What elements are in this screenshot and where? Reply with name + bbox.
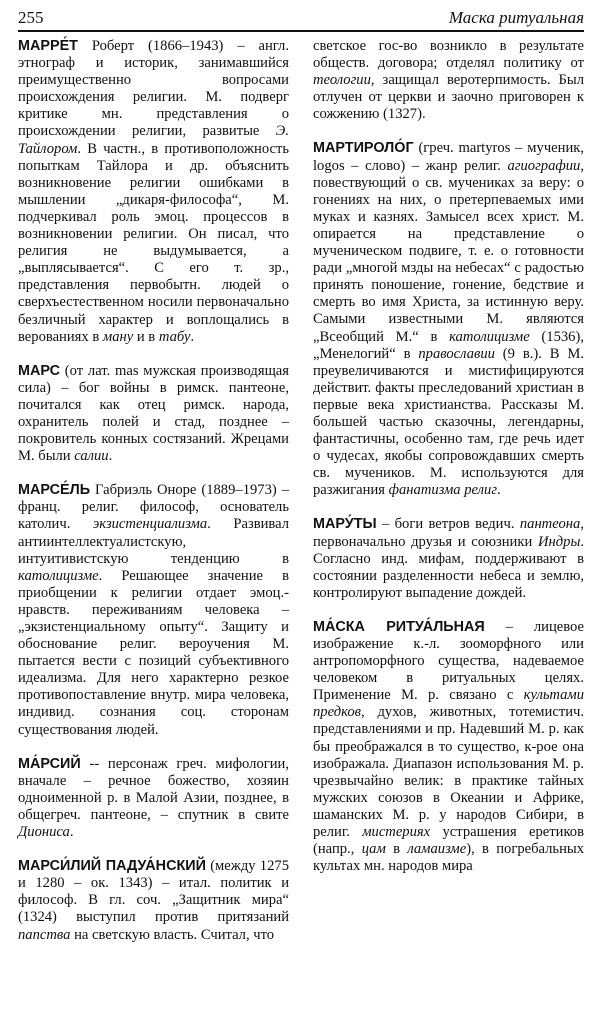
- entry-headword: МА́СКА РИТУА́ЛЬНАЯ: [313, 618, 485, 635]
- entry-text: устрашения еретиков (напр.,: [313, 824, 584, 858]
- entry-text: , защищал веротерпимость. Был отлучен от церкви и заочно приговорен к сожжению (1327).: [313, 72, 584, 123]
- cross-reference: православии: [418, 345, 495, 362]
- entry-headword: МАРСЕ́ЛЬ: [18, 482, 91, 499]
- entry-text: -- персонаж греч. мифологии, вначале – речное божество, хозяин одноименной р. в Малой Азии, позднее, в общегреч. пантеоне, – спутник в свите: [18, 755, 289, 823]
- entry-text: . В частн., в противоположность попыткам Тайлора и др. объяснить возникновение религии ошибками в мышлении „дикаря-философа“, М. подчеркивал роль эмоц. процессов в возникновении религии. Он писал, что религия не выдумывается, а „выплясывается“. С его т. зр., представления первобытн. людей о сверхъестественном носили первоначально безличный характер и воплощались в верованиях в: [18, 140, 289, 345]
- dictionary-entry: [313, 516, 584, 601]
- entry-text: . Согласно инд. мифам, поддерживают в состоянии разделенности небеса и землю, контролируют выпадение дождей.: [313, 533, 584, 601]
- entry-text: .: [190, 328, 195, 345]
- cross-reference: цам: [361, 841, 386, 858]
- entry-text: и в: [133, 328, 159, 345]
- entry-headword: МА́РСИЙ: [18, 755, 81, 772]
- entry-headword: МАРСИ́ЛИЙ ПАДУА́НСКИЙ: [18, 858, 206, 875]
- cross-reference: Индры: [538, 533, 581, 550]
- entry-text: светское гос-во возникло в результате обществ. договора; отделял политику от: [313, 38, 584, 72]
- dictionary-entry: [18, 363, 289, 466]
- cross-reference: папства: [18, 926, 71, 943]
- dictionary-entry: [313, 619, 584, 875]
- entry-text: . Развивал антиинтеллектуалистскую, интуитивистскую тенденцию в: [18, 516, 289, 567]
- entry-headword: МАРУ́ТЫ: [313, 516, 377, 533]
- dictionary-entry: [18, 858, 289, 943]
- running-head: Маска ритуальная: [448, 8, 584, 27]
- cross-reference: католицизме: [18, 567, 99, 584]
- entry-text: , духов, животных, тотемистич. представлениями и пр. Надевший М. р. как бы преображался в то существо, к-рое она изображала. Диапазон использования М. р. чрезвычайно велик: в практике тайных мужских союзов в Океании и Африке, шаманских М. р. у народов Сибири, в религ.: [313, 704, 584, 841]
- page-number: 255: [18, 8, 44, 27]
- cross-reference: ламаизме: [407, 841, 467, 858]
- entry-text: – лицевое изображение к.-л. зооморфного или антропоморфного существа, надеваемое человеком в ритуальных целях. Применение М. р. связано с: [313, 618, 584, 704]
- cross-reference: Э. Тайлором: [18, 123, 289, 157]
- entry-text: , повествующий о св. мучениках за веру: о гонениях на них, о претерпеваемых ими муках и казнях. Замысел всех христ. М. опирается на представление о мученическом подвиге, т. е. о готовности ради „многой мзды на небесах“ с радостью принять поношение, гонение, бедствие и смерть во имя Христа, за истинную веру. Самыми известными М. являются „Всеобщий М.“ в: [313, 157, 584, 345]
- entry-text: Роберт (1866–1943) – англ. этнограф и историк, занимавшийся преимущественно вопросами происхождения религии. М. подверг критике мн. представления о происхождении религии, развитые: [18, 38, 289, 140]
- dictionary-entry: [18, 756, 289, 841]
- entry-text: (греч. martyros – мученик, logos – слово) – жанр религ.: [313, 140, 584, 174]
- cross-reference: теологии: [313, 72, 371, 89]
- cross-reference: пантеона: [519, 516, 581, 533]
- entry-text: в: [385, 841, 408, 858]
- entry-headword: МАРРЕ́Т: [18, 38, 78, 54]
- header-rule: [18, 30, 584, 32]
- entry-text: – боги ветров ведич.: [376, 516, 520, 533]
- right-column: [313, 38, 584, 892]
- left-column: [18, 38, 289, 961]
- cross-reference: экзистенциализма: [92, 516, 208, 533]
- entry-text: на светскую власть. Считал, что: [70, 926, 275, 943]
- cross-reference: католицизме: [449, 328, 530, 345]
- cross-reference: Диониса: [18, 824, 70, 841]
- entry-text: (9 в.). В М. преувеличиваются и мистифицируются действит. факты преследований христиан в первые века христианства. Рассказы М. большей частью сказочны, легендарны, фантастичны, особенно там, где речь идет о чудесах, якобы сопровождавших смерть св. мучеников. М. используются для разжигания: [313, 345, 584, 499]
- entry-text: . Решающее значение в приобщении к религии отдает эмоц.-нравств. переживаниям человека – „экзистенциальному опыту“. Защиту и обоснование религ. вероучения М. пытается вести с позиций субъективного идеализма. Для него характерно резкое противопоставление внутр. мира человека, индивид. сознания соц. сторонам существования людей.: [18, 567, 289, 738]
- entry-text: ), в погребальных культах мн. народов мира: [313, 841, 584, 875]
- entry-text: (между 1275 и 1280 – ок. 1343) – итал. политик и философ. В гл. соч. „Защитник мира“ (1324) выступил против притязаний: [18, 858, 289, 926]
- entry-headword: МАРС: [18, 362, 61, 379]
- page-header: [18, 8, 584, 30]
- cross-reference: мистериях: [362, 824, 431, 841]
- entry-text: .: [108, 448, 113, 465]
- entry-text: .: [69, 824, 74, 841]
- cross-reference: салии: [74, 448, 109, 465]
- entry-text: (от лат. mas мужская производящая сила) – бог войны в римск. пантеоне, почитался как отец римск. народа, охранитель полей и стад, позднее – покровитель конных состязаний. Жрецами М. были: [18, 362, 289, 465]
- cross-reference: агиографии: [507, 157, 581, 174]
- entry-headword: МАРТИРОЛО́Г: [313, 140, 414, 157]
- dictionary-entry: [313, 38, 584, 123]
- dictionary-entry: [18, 38, 289, 346]
- dictionary-entry: [313, 140, 584, 499]
- entry-text: , первоначально друзья и союзники: [313, 516, 584, 550]
- cross-reference: культами предков: [313, 687, 584, 721]
- cross-reference: фанатизма религ: [388, 482, 498, 499]
- cross-reference: табу: [158, 328, 191, 345]
- cross-reference: ману: [102, 328, 134, 345]
- entry-text: (1536), „Менелогий“ в: [313, 328, 584, 362]
- dictionary-entry: [18, 482, 289, 738]
- entry-text: .: [497, 482, 501, 499]
- entry-text: Габриэль Оноре (1889–1973) – франц. религ. философ, основатель католич.: [18, 482, 289, 533]
